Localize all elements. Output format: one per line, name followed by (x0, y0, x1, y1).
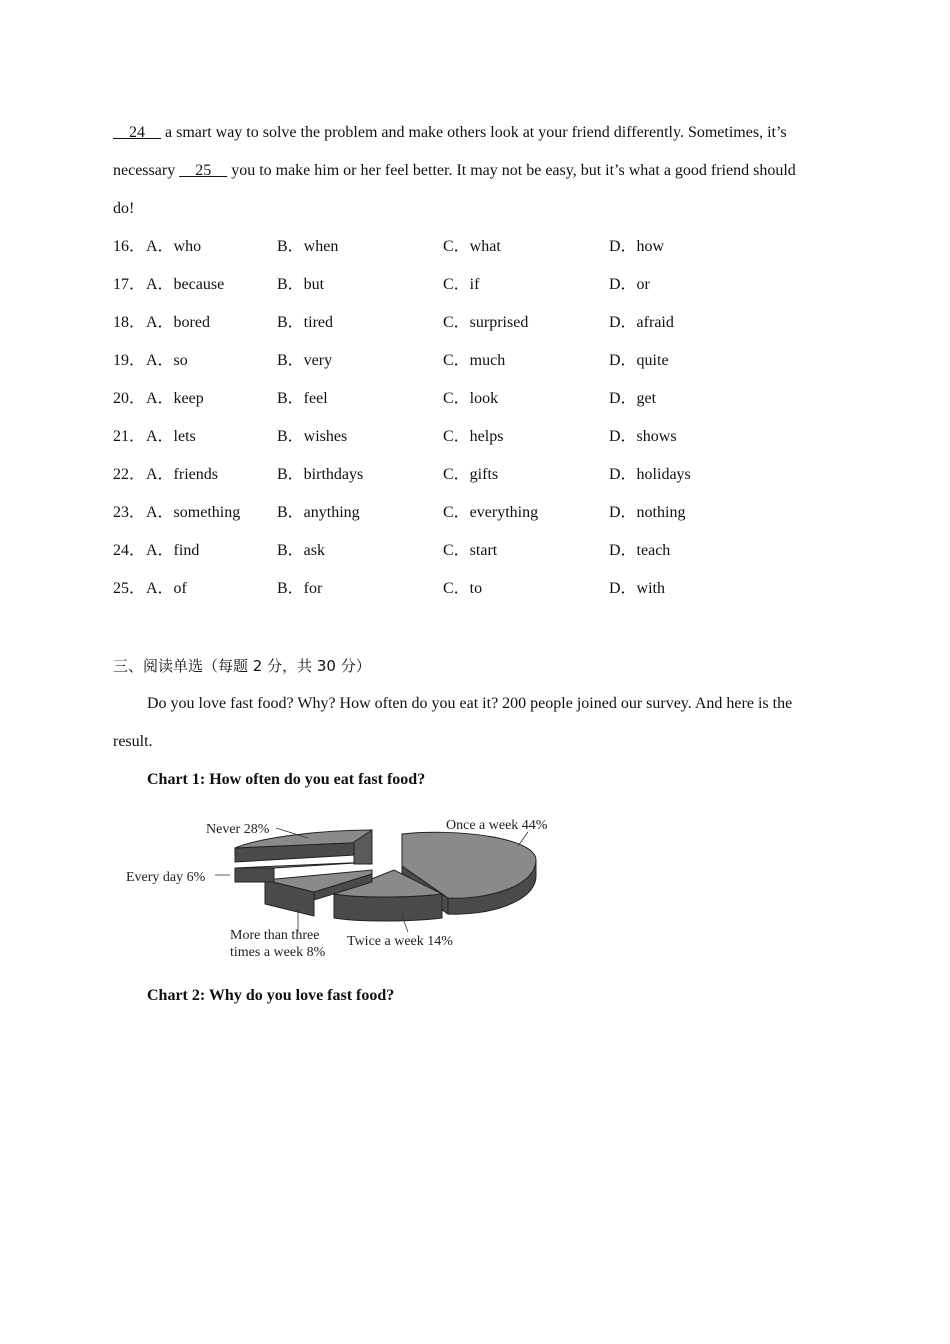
chart2-title: Chart 2: Why do you love fast food? (147, 987, 395, 1004)
option-d: D．quite (609, 352, 669, 369)
option-c: C．to (443, 580, 483, 597)
question-number: 24． (113, 542, 146, 559)
option-b: B．wishes (277, 428, 348, 445)
option-c: C．if (443, 276, 480, 293)
option-b: B．when (277, 238, 339, 255)
label-never: Never 28% (206, 822, 270, 837)
label-more-than-three-1: More than three (230, 928, 320, 943)
question-number: 25． (113, 580, 146, 597)
question-row (113, 541, 853, 561)
option-d: D．holidays (609, 466, 691, 483)
option-a: A．friends (146, 466, 218, 483)
question-row (113, 351, 853, 371)
label-twice-a-week: Twice a week 14% (347, 934, 453, 949)
question-number: 20． (113, 390, 146, 407)
option-a: A．find (146, 542, 200, 559)
intro-line-1: Do you love fast food? Why? How often do you eat it? 200 people joined our survey. And here is the (147, 695, 793, 712)
option-d: D．how (609, 238, 665, 255)
option-d: D．teach (609, 542, 671, 559)
label-more-than-three-2: times a week 8% (230, 945, 326, 958)
option-c: C．everything (443, 504, 539, 521)
question-number: 18． (113, 314, 146, 331)
question-row (113, 389, 853, 409)
question-row (113, 427, 853, 447)
option-d: D．afraid (609, 314, 674, 331)
option-a: A．because (146, 276, 225, 293)
option-b: B．very (277, 352, 333, 369)
option-d: D．get (609, 390, 657, 407)
pie-chart (118, 808, 568, 958)
section-heading: 三、阅读单选（每题 2 分，共 30 分） (113, 657, 371, 675)
option-b: B．tired (277, 314, 333, 331)
passage-text: necessary (113, 162, 176, 179)
option-c: C．surprised (443, 314, 529, 331)
option-b: B．birthdays (277, 466, 364, 483)
label-every-day: Every day 6% (126, 870, 206, 885)
question-number: 21． (113, 428, 146, 445)
option-a: A．so (146, 352, 188, 369)
option-b: B．for (277, 580, 323, 597)
chart1-title: Chart 1: How often do you eat fast food? (147, 771, 426, 788)
question-row (113, 275, 853, 295)
passage-line-2 (113, 161, 796, 181)
label-once-a-week: Once a week 44% (446, 818, 548, 833)
option-b: B．ask (277, 542, 326, 559)
blank-24: 24 (129, 124, 145, 141)
option-c: C．helps (443, 428, 504, 445)
option-d: D．nothing (609, 504, 686, 521)
question-row (113, 503, 853, 523)
passage-line-1 (113, 123, 787, 143)
question-number: 22． (113, 466, 146, 483)
option-c: C．gifts (443, 466, 499, 483)
question-number: 19． (113, 352, 146, 369)
option-d: D．or (609, 276, 650, 293)
option-c: C．much (443, 352, 506, 369)
option-a: A．something (146, 504, 241, 521)
intro-line-2: result. (113, 733, 153, 750)
passage-text: you to make him or her feel better. It may not be easy, but it’s what a good friend should (231, 162, 796, 179)
option-b: B．anything (277, 504, 360, 521)
passage-line-3: do! (113, 200, 135, 217)
option-a: A．bored (146, 314, 210, 331)
question-row (113, 237, 853, 257)
question-row (113, 579, 853, 599)
question-number: 23． (113, 504, 146, 521)
question-number: 16． (113, 238, 146, 255)
option-b: B．feel (277, 390, 328, 407)
option-c: C．what (443, 238, 501, 255)
option-a: A．lets (146, 428, 196, 445)
option-a: A．of (146, 580, 187, 597)
question-row (113, 313, 853, 333)
option-a: A．who (146, 238, 202, 255)
option-b: B．but (277, 276, 325, 293)
option-a: A．keep (146, 390, 204, 407)
question-row (113, 465, 853, 485)
option-d: D．with (609, 580, 666, 597)
question-number: 17． (113, 276, 146, 293)
passage-text: a smart way to solve the problem and make others look at your friend differently. Sometimes, it’s (165, 124, 787, 141)
option-c: C．start (443, 542, 498, 559)
blank-25: 25 (195, 162, 212, 179)
option-c: C．look (443, 390, 499, 407)
option-d: D．shows (609, 428, 677, 445)
